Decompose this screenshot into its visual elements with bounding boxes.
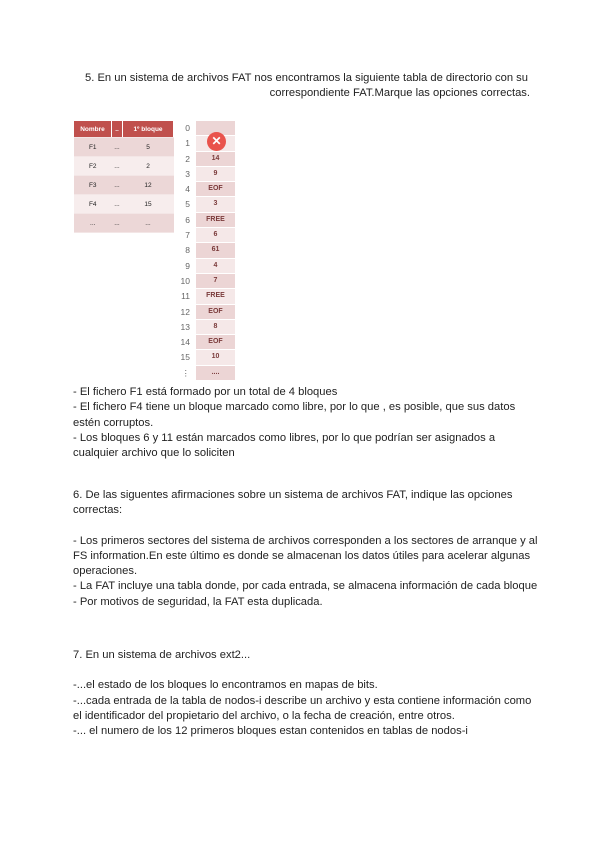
fat-cell: 3 [196, 197, 235, 211]
fat-cell: .... [196, 366, 235, 380]
dir-header-dots: .. [112, 121, 123, 138]
fat-cell: EOF [196, 182, 235, 196]
question-6 [73, 488, 543, 610]
question-5-title-line1: 5. En un sistema de archivos FAT nos encontramos la siguiente tabla de directorio con su [85, 72, 528, 84]
fat-index-column [174, 121, 190, 381]
fat-index: 5 [185, 199, 190, 210]
dir-cell: 2 [123, 157, 174, 176]
fat-cell: EOF [196, 335, 235, 349]
fat-index: 9 [185, 260, 190, 271]
dir-cell: 15 [123, 195, 174, 214]
fat-index: 1 [185, 138, 190, 149]
dir-cell: ... [112, 214, 123, 233]
dir-cell: ... [112, 138, 123, 157]
fat-cell: 14 [196, 152, 235, 166]
dir-cell: F4 [74, 195, 112, 214]
dir-header-first-block: 1º bloque [123, 121, 174, 138]
fat-index: 0 [185, 123, 190, 133]
q7-option-3: -... el numero de los 12 primeros bloques estan contenidos en tablas de nodos-i [73, 725, 468, 738]
q7-option-2: -...cada entrada de la tabla de nodos-i describe un archivo y esta contiene información como el identificador del propietario del archivo, o la fecha de creación, entre otros. [73, 694, 532, 722]
q6-option-3: - Por motivos de seguridad, la FAT esta duplicada. [73, 595, 323, 608]
question-5-title [60, 71, 530, 101]
fat-cell: 61 [196, 243, 235, 257]
fat-index: 13 [180, 321, 190, 332]
fat-index: 6 [185, 214, 190, 225]
dir-cell: F2 [74, 157, 112, 176]
dir-cell: F3 [74, 176, 112, 195]
question-5-title-line2: correspondiente FAT.Marque las opciones correctas. [269, 87, 530, 99]
fat-cell: FREE [196, 213, 235, 227]
fat-cell: 9 [196, 167, 235, 181]
fat-cell: 8 [196, 320, 235, 334]
dir-cell: ... [123, 214, 174, 233]
q5-option-1: - El fichero F1 está formado por un total de 4 bloques [73, 386, 338, 398]
dir-header-name: Nombre [74, 121, 112, 138]
question-6-title: 6. De las siguentes afirmaciones sobre un sistema de archivos FAT, indique las opciones correctas: [73, 489, 513, 517]
question-7-title: 7. En un sistema de archivos ext2... [73, 649, 251, 661]
fat-index: 2 [185, 153, 190, 164]
dir-cell: F1 [74, 138, 112, 157]
fat-cell: 4 [196, 259, 235, 273]
fat-cell: FREE [196, 289, 235, 303]
dir-cell: ... [112, 176, 123, 195]
dir-cell: 5 [123, 138, 174, 157]
dir-cell: ... [112, 195, 123, 214]
fat-cell: 7 [196, 274, 235, 288]
fat-index: 8 [185, 245, 190, 256]
question-5-options [73, 385, 543, 461]
fat-index: 14 [180, 337, 190, 348]
fat-index: 11 [181, 291, 190, 302]
dir-cell: ... [112, 157, 123, 176]
fat-cell: EOF [196, 305, 235, 319]
question-7 [73, 648, 543, 739]
fat-index: 7 [185, 230, 190, 241]
fat-index: 4 [185, 184, 190, 195]
fat-cell: 10 [196, 350, 235, 364]
dir-cell: ... [74, 214, 112, 233]
fat-table [196, 121, 235, 381]
q6-option-2: - La FAT incluye una tabla donde, por cada entrada, se almacena información de cada bloque [73, 580, 538, 593]
q5-option-2: - El fichero F4 tiene un bloque marcado como libre, por lo que , es posible, que sus datos estén corruptos. [73, 401, 516, 429]
fat-cell: 6 [196, 228, 235, 242]
table-row [74, 214, 174, 233]
directory-table [74, 121, 174, 233]
q7-option-1: -...el estado de los bloques lo encontramos en mapas de bits. [73, 679, 378, 692]
fat-index: ⋮ [181, 367, 190, 378]
q6-option-1: - Los primeros sectores del sistema de archivos corresponden a los sectores de arranque y al FS information.En este último es donde se almacenan los datos útiles para acelerar algunas operaciones. [73, 534, 538, 578]
q5-option-3: - Los bloques 6 y 11 están marcados como libres, por lo que podrían ser asignados a cualquier archivo que lo soliciten [73, 431, 496, 460]
fat-index: 12 [180, 306, 190, 317]
fat-index: 15 [180, 352, 190, 363]
dir-cell: 12 [123, 176, 174, 195]
close-icon: ✕ [207, 132, 226, 151]
fat-index: 3 [185, 168, 190, 179]
table-row [74, 157, 174, 176]
table-row [74, 176, 174, 195]
fat-index: 10 [180, 275, 190, 286]
table-row [74, 195, 174, 214]
table-row [74, 138, 174, 157]
